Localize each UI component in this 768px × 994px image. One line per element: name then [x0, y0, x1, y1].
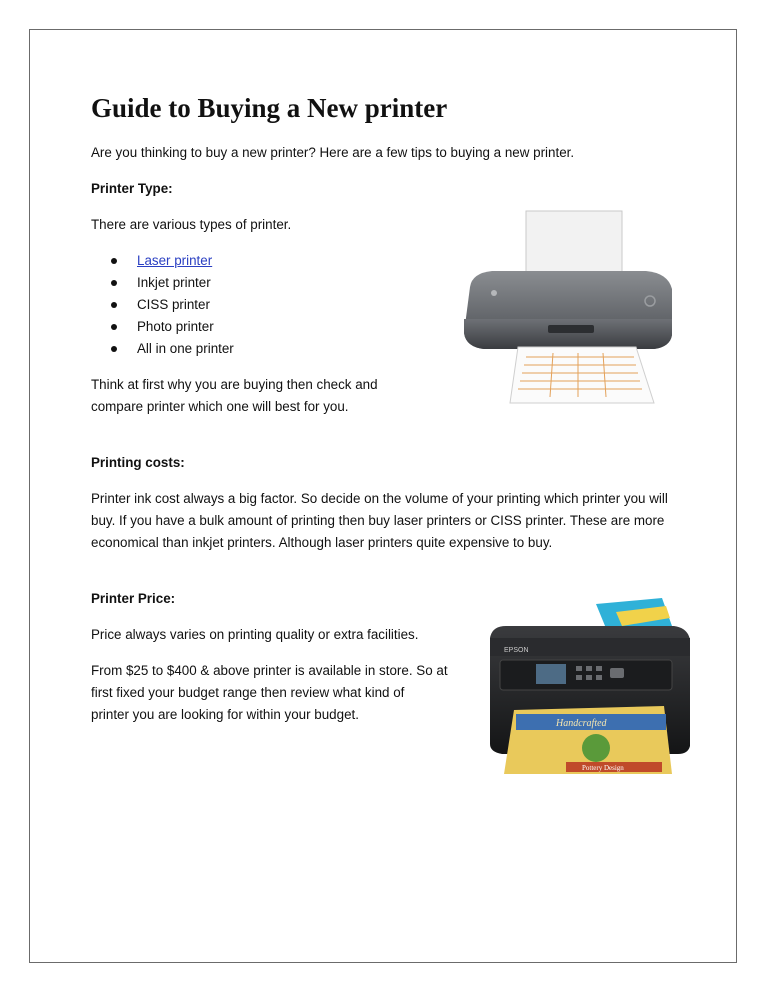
all-in-one-printer-image [486, 598, 694, 778]
advice-line-1: Think at first why you are buying then check and [91, 377, 378, 392]
paper-title: Handcrafted [556, 718, 607, 729]
printer-type-advice [91, 374, 401, 418]
paper-subtitle: Pottery Design [582, 764, 624, 772]
list-item: All in one printer [137, 338, 681, 360]
printer-type-text: There are various types of printer. [91, 217, 292, 232]
brand-label: EPSON [504, 647, 529, 654]
list-item: CISS printer [137, 294, 681, 316]
list-item: Inkjet printer [137, 272, 681, 294]
intro-text: Are you thinking to buy a new printer? Here are a few tips to buying a new printer. [91, 145, 575, 160]
price-line-2: first fixed your budget range then review what kind of [91, 685, 405, 700]
inkjet-printer-image [458, 207, 678, 407]
advice-line-2: compare printer which one will best for you. [91, 399, 349, 414]
printer-price-text: Price always varies on printing quality or extra facilities. [91, 627, 419, 642]
list-item: Photo printer [137, 316, 681, 338]
price-line-3: printer you are looking for within your budget. [91, 707, 359, 722]
printing-costs-heading: Printing costs: [91, 455, 185, 470]
printer-type-heading: Printer Type: [91, 181, 173, 196]
page-title: Guide to Buying a New printer [91, 93, 448, 123]
price-line-1: From $25 to $400 & above printer is available in store. So at [91, 663, 448, 678]
laser-printer-link[interactable]: Laser printer [137, 253, 213, 268]
printing-costs-text: Printer ink cost always a big factor. So decide on the volume of your printing which printer you will buy. If you have a bulk amount of printing then buy laser printers or CISS printer. These are more economical than inkjet printers. Although laser printers quite expensive to buy. [91, 491, 668, 550]
printer-price-heading: Printer Price: [91, 591, 176, 606]
